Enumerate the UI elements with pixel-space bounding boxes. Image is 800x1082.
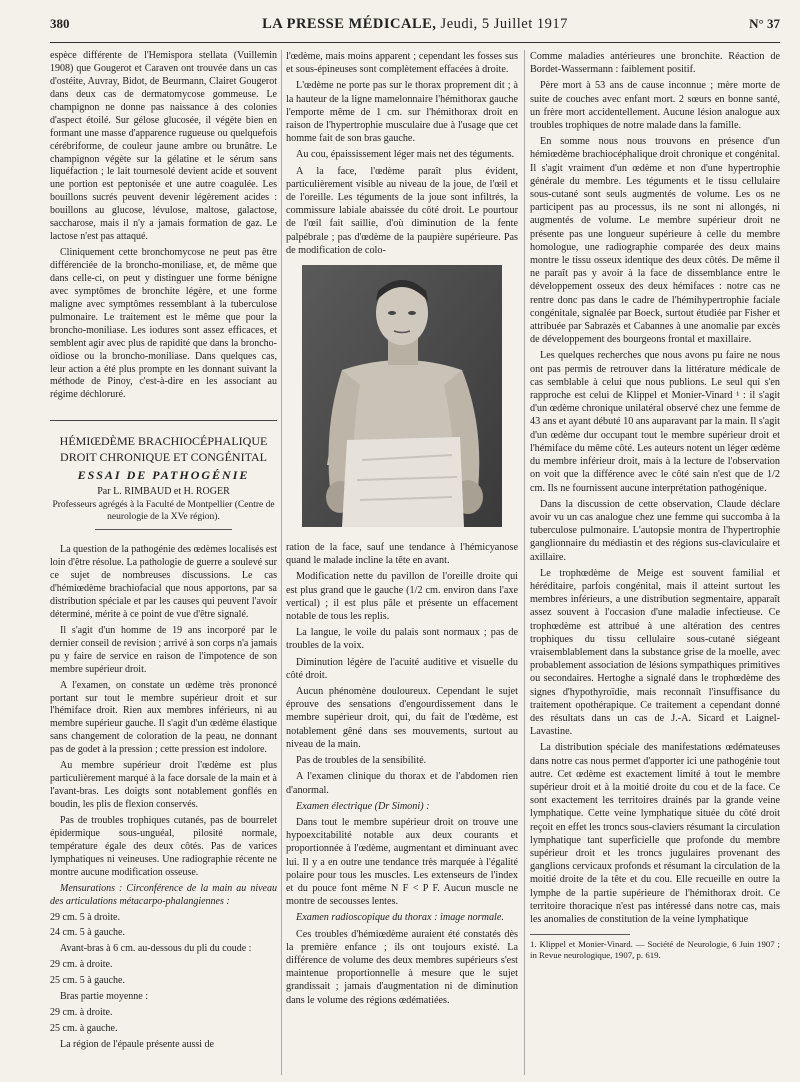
paragraph: Ces troubles d'hémiœdème auraient été constatés dès la première enfance ; ils ont toujours existé. La différence de volume des deux membres supérieurs s'est maintenue proportionnelle à mesure que le sujet grandissait ; jamais d'augmentation ni de diminution dans le volume des régions œdématiées. bbox=[286, 928, 518, 1006]
column-rule bbox=[281, 50, 282, 1075]
paragraph: Diminution légère de l'acuité auditive et visuelle du côté droit. bbox=[286, 656, 518, 681]
page-number: 380 bbox=[50, 16, 70, 31]
paragraph: En somme nous nous trouvons en présence d'un hémiœdème brachiocéphalique droit chronique et congénital. Il s'agit vraiment d'un œdème et non d'une hypertrophie générale du membre. Les téguments et le tissu cellulaire sous-cutané sont seuls augmentés de volume. Les os ne participent pas au processus, ils ne sont ni allongés, ni augmentés de volume. Le membre supérieur droit ne présente pas une longueur supérieure à celle du membre homologue, une radiographie comparée des deux mains montre le tissu osseux identique des deux côtés. De même il ne paraît pas y avoir à la face de dissemblance entre le développement osseux des deux hémifaces : notre cas ne rentre donc pas dans le cadre de l'hémihypertrophie faciale congénitale, signalée par Boeck, surtout étudiée par Fisher et attribuée par Sabrazès et Cabannes à une anomalie par excès de développement des bourgeons frontal et maxillaire. bbox=[530, 136, 780, 346]
article-title: HÉMIŒDÈME BRACHIOCÉPHALIQUE DROIT CHRONIQUE ET CONGÉNITAL bbox=[59, 434, 268, 465]
footnote: 1. Klippel et Monier-Vinard. — Société de Neurologie, 6 Juin 1907 ; in Revue neurologique, 1907, p. 619. bbox=[530, 939, 780, 961]
paragraph: Bras partie moyenne : bbox=[60, 991, 149, 1003]
section-divider bbox=[50, 420, 277, 421]
paragraph: A l'examen clinique du thorax et de l'abdomen rien d'anormal. bbox=[286, 771, 518, 796]
paragraph: l'œdème, mais moins apparent ; cependant les fosses sus et sous-épineuses sont complètement effacées à droite. bbox=[286, 51, 518, 76]
patient-photograph bbox=[302, 265, 502, 527]
paragraph: Pas de troubles trophiques cutanés, pas de bourrelet épidermique sous-unguéal, pilosité normale, température égale des deux côtés. Pas de varices lymphatiques ni veineuses. Une radiographie récente ne montre aucune modification osseuse. bbox=[50, 814, 277, 878]
measurement: 29 cm. à droite. bbox=[50, 1007, 113, 1019]
paragraph: Avant-bras à 6 cm. au-dessous du pli du coude : bbox=[60, 943, 252, 955]
paragraph: La langue, le voile du palais sont normaux ; pas de troubles de la voix. bbox=[286, 627, 518, 652]
paragraph: Examen radioscopique du thorax : image normale. bbox=[296, 912, 504, 924]
issue-date: Jeudi, 5 Juillet 1917 bbox=[440, 16, 568, 32]
running-title bbox=[50, 16, 780, 33]
paragraph: La distribution spéciale des manifestations œdémateuses dans notre cas nous permet d'apporter ici une pathogénie tout autre. Cet œdème est exactement limité à tout le membre supérieur droit et à la moitié droite du cou et de la face. Ce sont exactement les territoires drainés par la grande veine lymphatique. Cette veine lymphatique située du côté droit reçoit en effet les troncs sous-claviers résumant la circulation lymphatique tant superficielle que profonde du membre supérieur droit et les troncs jugulaires provenant des ganglions cervicaux profonds et résumant la circulation de la moitié droite de la tête et du cou. Elle recueille en outre la lymphe de la partie supérieure de l'hémithorax droit. Ce territoire thoracique n'est pas intéressé dans notre cas, mais les anomalies de constitution de la veine lymphatique bbox=[530, 742, 780, 925]
paragraph: Père mort à 53 ans de cause inconnue ; mère morte de suite de couches avec enfant mort. 2 sœurs en bonne santé, un frère mort accidentellement. Aucune lésion analogue aux troubles trophiques de notre malade dans la famille. bbox=[530, 80, 780, 132]
paragraph: Les quelques recherches que nous avons pu faire ne nous ont pas permis de retrouver dans la littérature médicale de cas semblable à celui que nous publions. Le seul qui s'en rapproche est celui de Klippel et Monier-Vinard ¹ : il s'agit d'un œdème chronique unilatéral observé chez une femme de 43 ans et ayant débuté 10 ans auparavant par la main. Il s'agit d'un œdème dur occupant tout le membre supérieur droit et l'hémiface du même côté. Les auteurs notent un léger œdème du membre inférieur droit, mais à la lecture de l'observation on voit que la différence avec le côté sain n'est que de 1/2 cm. Ils ne fournissent aucune interprétation pathogénique. bbox=[530, 350, 780, 494]
measurement: 25 cm. 5 à gauche. bbox=[50, 975, 125, 987]
paragraph: Modification nette du pavillon de l'oreille droite qui est plus grand que le gauche (1/2 cm. environ dans l'axe vertical) ; il est plus pâle et présente un effacement notable de tous les replis. bbox=[286, 571, 518, 623]
paragraph: espèce différente de l'Hemispora stellata (Vuillemin 1908) que Gougerot et Caraven ont trouvée dans un cas d'ostéite, Auvray, Bidot, de Beurmann, Clairet Gougerot dans deux cas de dermatomycose gommeuse. Le champignon ne donne pas naissance à des colonies d'aspect étoilé. Sur gélose glucosée, il végète bien en formant une masse d'apparence rugueuse ou quelquefois cérébriforme, de couleur jaune ambre ou brunâtre. Le champignon végète sur la gélatine et le sérum sans liquéfaction ; le lait tournesolé devient acide et souvent une portion est peptonisée et une autre coagulée. Les bouillons sucrés peuvent devenir légèrement acides : bouillons au glucose, lévulose, maltose, galactose, saccharose, mais il n'y a jamais formation de gaz. Le lactose n'est pas attaqué. bbox=[50, 50, 277, 243]
paragraph: Dans tout le membre supérieur droit on trouve une hypoexcitabilité notable aux deux courants et proportionnée à l'œdème, augmentant et diminuant avec lui. Il y a en outre une tendance très marquée à l'égalité polaire pour tous les muscles. Les extenseurs de l'index et du pouce font même N F < P F. Aucun muscle ne montre de secousses lentes. bbox=[286, 816, 518, 908]
paragraph: Pas de troubles de la sensibilité. bbox=[296, 755, 427, 767]
paragraph: Le trophœdème de Meige est souvent familial et héréditaire, parfois congénital, mais il atteint surtout les membres inférieurs, a une distribution segmentaire, apparaît assez souvent à l'occasion d'une maladie infectieuse. Ce trophœdème est attribué à une altération des centres trophiques du tissu cellulaire sous-cutané siégeant vraisemblablement dans la substance grise de la moelle, avec probablement association de lésions sympathiques primitives ou secondaires. Hertoghe a signalé dans le trophœdème des signes d'hypothyroïdie, mais reconnaît l'insuffisance du traitement opothérapique. Ce traitement a cependant donné des résultats dans un cas de J.-A. Sicard et Laignel-Lavastine. bbox=[530, 567, 780, 738]
paragraph: Au cou, épaississement léger mais net des téguments. bbox=[296, 149, 515, 161]
paragraph: Mensurations : Circonférence de la main au niveau des articulations métacarpo-phalangiennes : bbox=[50, 882, 277, 907]
paragraph: A l'examen, on constate un œdème très prononcé portant sur tout le membre supérieur droit et sur l'hémiface droit. Rien aux membres inférieurs, ni au membre supérieur gauche. Il s'agit d'un œdème élastique sans changement de coloration de la peau, ne donnant pas de godet à la pression ; cette pression est indolore. bbox=[50, 679, 277, 756]
column-2 bbox=[286, 50, 518, 1010]
paragraph: ration de la face, sauf une tendance à l'hémicyanose quand le malade incline la tête en avant. bbox=[286, 542, 518, 567]
footnote-rule bbox=[530, 934, 630, 935]
paragraph: Au membre supérieur droit l'œdème est plus particulièrement marqué à la face dorsale de la main et à l'avant-bras. Les doigts sont notablement gonflés en boudin, les plis de flexion conservés. bbox=[50, 760, 277, 810]
paragraph: Il s'agit d'un homme de 19 ans incorporé par le dernier conseil de revision ; arrivé à son corps n'a jamais pu y faire de service en raison de l'impotence de son membre supérieur droit. bbox=[50, 624, 277, 675]
column-3 bbox=[530, 50, 780, 964]
page-header bbox=[50, 14, 780, 43]
paragraph: L'œdème ne porte pas sur le thorax proprement dit ; à la hauteur de la ligne mamelonnaire l'hémithorax gauche l'emporte même de 1 cm. sur l'hémithorax droit en raison de l'hypertrophie musculaire due à l'usage que cet homme fait de son bras gauche. bbox=[286, 80, 518, 145]
paragraph: La région de l'épaule présente aussi de bbox=[60, 1039, 214, 1050]
paragraph: A la face, l'œdème paraît plus évident, particulièrement visible au niveau de la joue, de l'œil et de l'oreille. Les téguments de la joue sont infiltrés, la commissure labiale abaissée du côté droit. Le pourtour de l'œil fait saillie, d'où diminution de la fente palpébrale ; pas d'œdème de la paupière supérieure. Pas de modification de colo- bbox=[286, 165, 518, 256]
article-affiliation: Professeurs agrégés à la Faculté de Montpellier (Centre de neurologie de la XVe région). bbox=[52, 500, 275, 523]
title-divider bbox=[95, 529, 231, 530]
issue-number: N° 37 bbox=[749, 16, 780, 31]
journal-name: LA PRESSE MÉDICALE, bbox=[262, 16, 437, 32]
column-rule bbox=[524, 50, 525, 1075]
measurement: 29 cm. 5 à droite. bbox=[50, 911, 120, 923]
article-subtitle: ESSAI DE PATHOGÉNIE bbox=[77, 468, 250, 483]
paragraph: La question de la pathogénie des œdèmes localisés est loin d'être résolue. La pathologie de guerre a soulevé sur ce sujet de nombreuses discussions. Le cas d'hémiœdème brachiofacial que nous apportons, par sa distribution spéciale et par les causes qui peuvent l'avoir déterminé, mérite à ce point de vue d'être signalé. bbox=[50, 544, 277, 620]
measurement: 24 cm. 5 à gauche. bbox=[50, 927, 125, 939]
column-1 bbox=[50, 50, 277, 1055]
measurement: 25 cm. à gauche. bbox=[50, 1023, 118, 1035]
paragraph: Examen électrique (Dr Simoni) : bbox=[296, 800, 430, 812]
paragraph: Dans la discussion de cette observation, Claude déclare avoir vu un cas analogue chez une femme qui succomba à la tuberculose pulmonaire. L'autopsie montra de l'hypertrophie ganglionnaire du médiastin et des régions sus-claviculaire et axillaire. bbox=[530, 498, 780, 563]
article-authors: Par L. RIMBAUD et H. ROGER bbox=[97, 486, 230, 498]
paragraph: Cliniquement cette bronchomycose ne peut pas être différenciée de la broncho-moniliase, et, de même que dans celle-ci, on peut y distinguer une forme bénigne avec symptômes de bronchite légère, et une forme maligne avec symptômes ressemblant à la tuberculose pulmonaire. Le traitement est le même que pour la broncho-moniliase. Les iodures sont assez efficaces, et semblent agir avec plus de rapidité que dans la broncho-oïdiose ou la broncho-moniliase. Dans quelques cas, leur action a été plus prompte en les donnant suivant la méthode de Pinoy, c'est-à-dire en les associant au régime déchloruré. bbox=[50, 247, 277, 401]
paragraph: Aucun phénomène douloureux. Cependant le sujet éprouve des sensations d'engourdissement dans le membre supérieur droit, qui, du fait de l'œdème, est notablement gêné dans ses mouvements, surtout au niveau de la main. bbox=[286, 686, 518, 750]
measurement: 29 cm. à droite. bbox=[50, 959, 113, 971]
paragraph: Comme maladies antérieures une bronchite. Réaction de Bordet-Wassermann : faiblement positif. bbox=[530, 51, 780, 76]
